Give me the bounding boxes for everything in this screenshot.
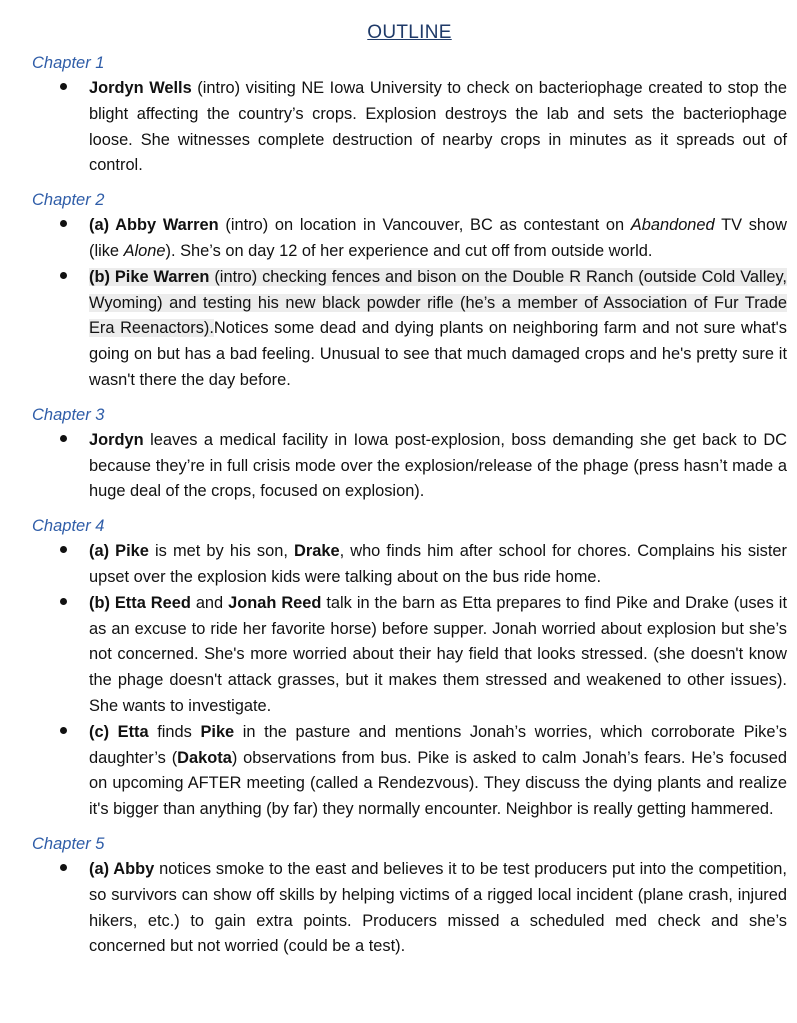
- chapter-bullet-list: [32, 76, 787, 179]
- chapter-heading: Chapter 3: [32, 405, 105, 424]
- text-run: , who finds him after school for chores. Complains his sister upset over the explosion kids were talking about on the bus ride home.: [89, 542, 787, 586]
- chapter-section: [32, 52, 787, 179]
- chapter-bullet-list: [32, 213, 787, 394]
- text-run: talk in the barn as Etta prepares to find Pike and Drake (uses it as an excuse to ride her favorite horse) before supper. Jonah worried about explosion but she’s not concerned. She's more worried about their hay field that looks stressed. (she doesn't know the phage doesn't attack grasses, but it makes them stressed and weakened to other issues). She wants to investigate.: [89, 593, 787, 715]
- bullet-text: [89, 428, 787, 505]
- chapter-bullet-list: [32, 428, 787, 505]
- bullet-dot-icon: [60, 864, 67, 871]
- italic-title: Alone: [123, 241, 166, 260]
- text-run: (intro) on location in Vancouver, BC as contestant on: [218, 216, 631, 235]
- text-run: ). She’s on day 12 of her experience and cut off from outside world.: [165, 241, 653, 260]
- text-run: (intro) visiting NE Iowa University to check on bacteriophage created to stop the blight affecting the country’s crops. Explosion destroys the lab and sets the bacteriophage loose. She witnesses complete destruction of nearby crops in minutes as it spreads out of control.: [89, 79, 788, 175]
- chapter-section: [32, 189, 787, 394]
- character-name: Jordyn: [89, 430, 144, 449]
- text-run: Notices some dead and dying plants on neighboring farm and not sure what's going on but has a bad feeling. Unusual to see that much damaged crops and he's pretty sure it wasn't there the day before.: [89, 319, 787, 389]
- outline-bullet-item: [32, 720, 787, 823]
- chapter-heading: Chapter 2: [32, 191, 105, 210]
- character-name: Jonah Reed: [228, 593, 322, 612]
- text-run: leaves a medical facility in Iowa post-explosion, boss demanding she get back to DC because they’re in full crisis mode over the explosion/release of the phage (press hasn’t made a huge deal of the crops, focused on explosion).: [89, 430, 787, 501]
- bullet-text: [89, 76, 787, 179]
- outline-bullet-item: [32, 591, 787, 720]
- chapter-section: [32, 833, 787, 960]
- outline-bullet-item: [32, 428, 787, 505]
- bullet-text: [89, 213, 787, 265]
- bullet-dot-icon: [60, 727, 67, 734]
- bullet-dot-icon: [60, 598, 67, 605]
- text-run: and: [190, 593, 229, 612]
- bullet-dot-icon: [60, 272, 67, 279]
- bullet-text: [89, 591, 787, 720]
- outline-bullet-item: [32, 857, 787, 960]
- bullet-dot-icon: [60, 546, 67, 553]
- italic-title: Abandoned: [630, 216, 715, 235]
- outline-bullet-item: [32, 539, 787, 591]
- character-name: (b) Pike Warren: [89, 267, 210, 286]
- bullet-text: [89, 265, 787, 394]
- text-run: ) observations from bus. Pike is asked to calm Jonah’s fears. He’s focused on upcoming AFTER meeting (called a Rendezvous). They discuss the dying plants and realize it's bigger than anything (by far) they normally encounter. Neighbor is really getting hammered.: [89, 748, 787, 819]
- chapter-heading: Chapter 1: [32, 54, 105, 72]
- bullet-text: [89, 720, 787, 823]
- chapter-bullet-list: [32, 857, 787, 960]
- chapter-bullet-list: [32, 539, 787, 823]
- character-name: (a) Abby Warren: [89, 216, 219, 235]
- character-name: Pike: [200, 722, 235, 741]
- chapter-section: [32, 404, 787, 505]
- outline-title: OUTLINE: [367, 22, 452, 43]
- chapter-heading: Chapter 4: [32, 517, 105, 536]
- character-name: (c) Etta: [89, 722, 149, 741]
- text-run: TV show (like: [89, 216, 787, 260]
- chapter-section: [32, 515, 787, 823]
- bullet-dot-icon: [60, 435, 67, 442]
- character-name: (a) Abby: [89, 859, 155, 878]
- outline-bullet-item: [32, 265, 787, 394]
- character-name: Jordyn Wells: [89, 79, 192, 97]
- character-name: (b) Etta Reed: [89, 593, 191, 612]
- chapters-container: [32, 52, 787, 960]
- bullet-text: [89, 857, 787, 960]
- character-name: (a) Pike: [89, 542, 149, 561]
- bullet-dot-icon: [60, 83, 67, 90]
- text-run: (intro) checking fences and bison on the Double R Ranch (outside Cold Valley, Wyoming) and testing his new black powder rifle (he’s a member of Association of Fur Trade Era Reenactors).: [89, 267, 787, 338]
- text-run: in the pasture and mentions Jonah’s worries, which corroborate Pike’s daughter’s (: [89, 722, 788, 767]
- character-name: Dakota: [177, 748, 232, 767]
- text-run: notices smoke to the east and believes it to be test producers put into the competition, so survivors can show off skills by helping victims of a rigged local incident (plane crash, injured hikers, etc.) to gain extra points. Producers missed a scheduled med check and she’s concerned but not worried (could be a test).: [89, 859, 787, 956]
- outline-bullet-item: [32, 76, 787, 179]
- character-name: Drake: [294, 542, 340, 561]
- chapter-heading: Chapter 5: [32, 834, 105, 853]
- outline-bullet-item: [32, 213, 787, 265]
- text-run: is met by his son,: [148, 542, 294, 561]
- bullet-dot-icon: [60, 220, 67, 227]
- text-run: finds: [148, 722, 201, 741]
- bullet-text: [89, 539, 787, 591]
